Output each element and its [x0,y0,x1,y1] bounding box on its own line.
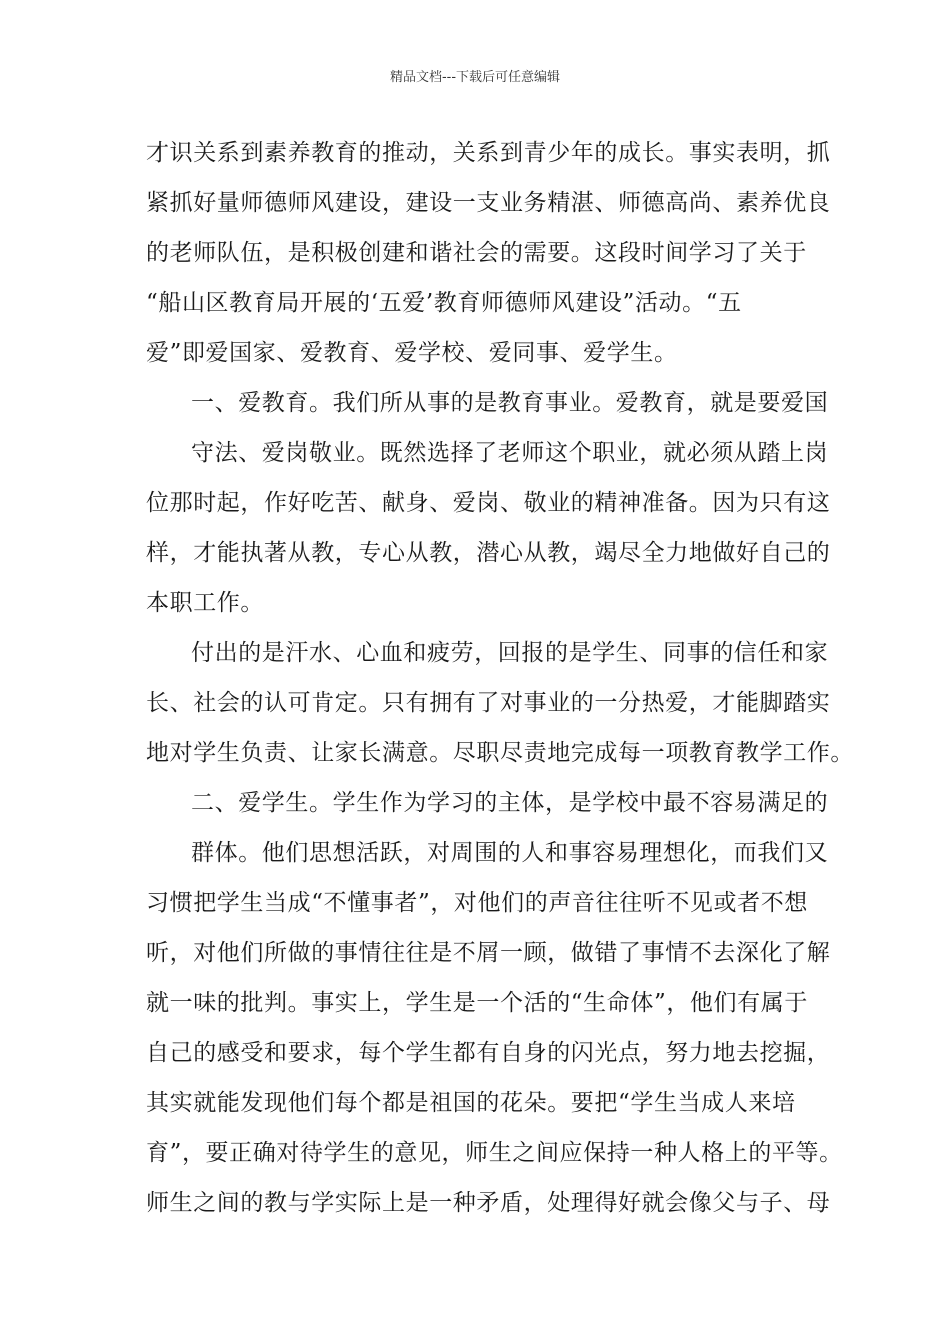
paragraph-line: 才识关系到素养教育的推动，关系到青少年的成长。事实表明，抓 [146,140,831,166]
paragraph-line: 自己的感受和要求，每个学生都有自身的闪光点，努力地去挖掘， [146,1040,831,1066]
paragraph-line: 一、爱教育。我们所从事的是教育事业。爱教育，就是要爱国 [191,390,829,416]
paragraph-line: 位那时起，作好吃苦、献身、爱岗、敬业的精神准备。因为只有这 [146,490,831,516]
paragraph-line: 样，才能执著从教，专心从教，潜心从教，竭尽全力地做好自己的 [146,540,831,566]
paragraph-line: 师生之间的教与学实际上是一种矛盾，处理得好就会像父与子、母 [146,1190,831,1216]
paragraph-line: 的老师队伍，是积极创建和谐社会的需要。这段时间学习了关于 [146,240,807,266]
paragraph-line: “船山区教育局开展的‘五爱’教育师德师风建设”活动。“五 [146,290,742,316]
paragraph-line: 其实就能发现他们每个都是祖国的花朵。要把“学生当成人来培 [146,1090,796,1116]
paragraph-line: 长、社会的认可肯定。只有拥有了对事业的一分热爱，才能脚踏实 [146,690,831,716]
paragraph-line: 习惯把学生当成“不懂事者”，对他们的声音往往听不见或者不想 [146,890,808,916]
paragraph-line: 就一味的批判。事实上，学生是一个活的“生命体”，他们有属于 [146,990,808,1016]
paragraph-line: 听，对他们所做的事情往往是不屑一顾，做错了事情不去深化了解 [146,940,831,966]
paragraph-line: 二、爱学生。学生作为学习的主体，是学校中最不容易满足的 [191,790,829,816]
paragraph-line: 付出的是汗水、心血和疲劳，回报的是学生、同事的信任和家 [191,640,829,666]
paragraph-line: 育”，要正确对待学生的意见，师生之间应保持一种人格上的平等。 [146,1140,843,1166]
page-header: 精品文档---下载后可任意编辑 [389,70,561,85]
paragraph-line: 本职工作。 [146,590,264,616]
paragraph-line: 守法、爱岗敬业。既然选择了老师这个职业，就必须从踏上岗 [191,440,829,466]
paragraph-line: 地对学生负责、让家长满意。尽职尽责地完成每一项教育教学工作。 [146,740,854,766]
paragraph-line: 紧抓好量师德师风建设，建设一支业务精湛、师德高尚、素养优良 [146,190,831,216]
paragraph-line: 群体。他们思想活跃，对周围的人和事容易理想化，而我们又 [191,840,829,866]
paragraph-line: 爱”即爱国家、爱教育、爱学校、爱同事、爱学生。 [146,340,678,366]
